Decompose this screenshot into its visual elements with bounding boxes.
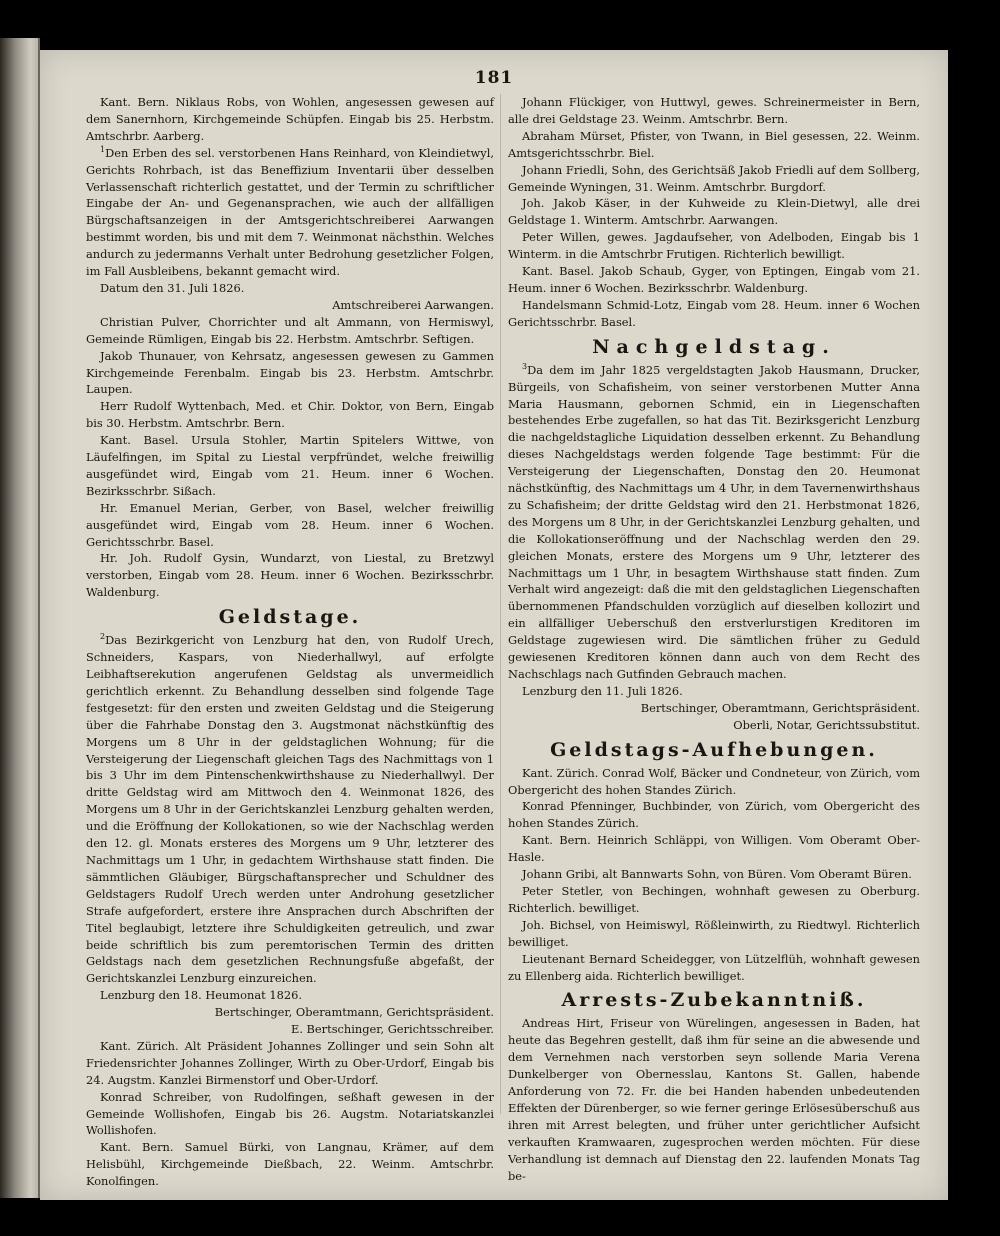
notice-entry: Hr. Emanuel Merian, Gerber, von Basel, welcher freiwillig ausgefündet wird, Eingab vom 28. Heum. inner 6 Wochen. Gerichtsschrbr. Basel. — [86, 500, 494, 549]
notice-entry: Johann Friedli, Sohn, des Gerichtsäß Jakob Friedli auf dem Sollberg, Gemeinde Wyningen, 31. Weinm. Amtschrbr. Burgdorf. — [508, 162, 920, 194]
arrest-notice: Andreas Hirt, Friseur von Würelingen, angesessen in Baden, hat heute das Begehren gestellt, daß ihm für seine an die abwesende und dem Vernehmen nach verstorben seyn sollende Maria Verena Dunkelberger von Obernesslau, Kantons St. Gallen, habende Anforderung von 72. Fr. die bei Handen habenden unbedeutenden Effekten der Dürenberger, so wie ferner geringe Erlösesüberschuß aus ihren mit Arrest belegten, und früher unter gerichtlicher Aufsicht verkauften Kramwaaren, zugesprochen werden möchten. Für diese Verhandlung ist demnach auf Dienstag den 22. laufenden Monats Tag be- — [508, 1016, 920, 1183]
page-number: 181 — [474, 68, 514, 88]
aufhebung-entry: Kant. Bern. Heinrich Schläppi, von Willigen. Vom Oberamt Ober-Hasle. — [508, 833, 920, 865]
notice-entry: Kant. Basel. Jakob Schaub, Gyger, von Eptingen, Eingab vom 21. Heum. inner 6 Wochen. Bezirksschrbr. Waldenburg. — [508, 264, 920, 295]
geldstag-signature: E. Bertschinger, Gerichtsschreiber. — [291, 1022, 494, 1037]
notice-entry: Kant. Zürich. Alt Präsident Johannes Zollinger und sein Sohn alt Friedensrichter Johannes Zollinger, Wirth zu Ober-Urdorf, Eingab bis 24. Augstm. Kanzlei Birmenstorf und Ober-Urdorf. — [86, 1038, 494, 1087]
section-heading-arrest: Arrests-Zubekanntniß. — [561, 989, 867, 1012]
aufhebung-entry: Konrad Pfenninger, Buchbinder, von Zürich, vom Obergericht des hohen Standes Zürich. — [508, 799, 920, 831]
geldstag-notice: $^2$Das Bezirkgericht von Lenzburg hat den, von Rudolf Urech, Schneiders, Kaspars, von Niederhallwyl, auf erfolgte Leibhaftserekution angerufenen Geldstag als unvermeidlich gerichtlich erkennt. Zu Behandlung desselben sind folgende Tage festgesetzt: für den ersten und zweiten Geldstag und die Steigerung über die Fahrhabe Donstag den 3. Augstmonat nächstkünftig des Morgens um 8 Uhr in der geldstaglichen Wohnung; für die Versteigerung der Liegenschaft gleichen Tags des Nachmittags von 1 bis 3 Uhr im dem Pintenschenkwirthshause zu Niederhallwyl. Der dritte Geldstag wird am Mittwoch den 4. Weinmonat 1826, des Morgens um 8 Uhr in der Gerichtskanzlei Lenzburg gehalten werden, und die Eröffnung der Kollokationen, so wie der Nachschlag werden den 12. gl. Monats ersteres des Morgens um 9 Uhr, letzterer des Nachmittags um 1 Uhr, in gedachtem Wirthshause statt finden. Die sämmtlichen Gläubiger, Bürgschaftansprecher und Schuldner des Geldstagers Rudolf Urech werden unter Androhung gesetzlicher Strafe aufgefordert, erstere ihre Ansprachen durch Abschriften der Titel beglaubigt, letztere ihre Schuldigkeiten getreulich, und zwar beide schriftlich bis zum peremtorischen Termin des dritten Geldstags nach dem gesetzlichen Rechnungsfuße abgefaßt, der Gerichtskanzlei Lenzburg einzureichen. — [86, 632, 494, 986]
notice-date: Datum den 31. Juli 1826. — [100, 280, 245, 295]
nachgeldstag-signature: Bertschinger, Oberamtmann, Gerichtspräsident. — [640, 700, 920, 715]
notice-entry: Konrad Schreiber, von Rudolfingen, seßhaft gewesen in der Gemeinde Wollishofen, Eingab bis 26. Augstm. Notariatskanzlei Wollishofen. — [86, 1089, 494, 1138]
notice-entry: Abraham Mürset, Pfister, von Twann, in Biel gesessen, 22. Weinm. Amtsgerichtsschrbr. Biel. — [508, 128, 920, 160]
section-heading-nachgeldstag: Nachgeldstag. — [592, 335, 836, 358]
notice-entry: Joh. Jakob Käser, in der Kuhweide zu Klein-Dietwyl, alle drei Geldstage 1. Winterm. Amtschrbr. Aarwangen. — [508, 196, 920, 228]
aufhebung-entry: Johann Gribi, alt Bannwarts Sohn, von Büren. Vom Oberamt Büren. — [522, 867, 912, 882]
notice-entry: Christian Pulver, Chorrichter und alt Ammann, von Hermiswyl, Gemeinde Rümligen, Eingab bis 22. Herbstm. Amtschrbr. Seftigen. — [86, 314, 494, 346]
notice-entry: Jakob Thunauer, von Kehrsatz, angesessen gewesen zu Gammen Kirchgemeinde Ferenbalm. Eingab bis 23. Herbstm. Amtschrbr. Laupen. — [86, 348, 494, 397]
aufhebung-entry: Lieutenant Bernard Scheidegger, von Lützelflüh, wohnhaft gewesen zu Ellenberg aida. Richterlich bewilliget. — [508, 951, 920, 983]
notice-entry: Kant. Bern. Niklaus Robs, von Wohlen, angesessen gewesen auf dem Sanernhorn, Kirchgemeinde Schüpfen. Eingab bis 25. Herbstm. Amtschrbr. Aarberg. — [86, 95, 494, 143]
column-divider — [500, 94, 501, 1114]
aufhebung-entry: Peter Stetler, von Bechingen, wohnhaft gewesen zu Oberburg. Richterlich. bewilliget. — [508, 883, 920, 915]
previous-page-edge — [0, 38, 40, 1198]
nachgeldstag-date: Lenzburg den 11. Juli 1826. — [522, 683, 683, 698]
notice-entry: Kant. Bern. Samuel Bürki, von Langnau, Krämer, auf dem Helisbühl, Kirchgemeinde Dießbach, 22. Weinm. Amtschrbr. Konolfingen. — [86, 1140, 494, 1189]
nachgeldstag-signature: Oberli, Notar, Gerichtssubstitut. — [733, 717, 920, 732]
left-column — [86, 94, 494, 1190]
newspaper-page — [40, 50, 948, 1200]
notice-entry: $^1$Den Erben des sel. verstorbenen Hans Reinhard, von Kleindietwyl, Gerichts Rohrbach, ist das Beneffizium Inventarii über desselben Verlassenschaft richterlich gestattet, und der Termin zu schriftlicher Eingabe der An- und Gegenansprachen, wie auch der allfälligen Bürgschaftsanzeigen in der Amtsgerichtschreiberei Aarwangen bestimmt worden, bis und mit dem 7. Weinmonat nächsthin. Welches andurch zu jedermanns Verhalt unter Bedrohung gesetzlicher Folgen, im Fall Ausbleibens, bekannt gemacht wird. — [86, 144, 494, 279]
aufhebung-entry: Kant. Zürich. Conrad Wolf, Bäcker und Condneteur, von Zürich, vom Obergericht des hohen Standes Zürich. — [508, 765, 920, 797]
notice-entry: Kant. Basel. Ursula Stohler, Martin Spitelers Wittwe, von Läufelfingen, im Spital zu Liestal verpfründet, welche freiwillig ausgefündet wird, Eingab vom 21. Heum. inner 6 Wochen. Bezirksschrbr. Sißach. — [86, 433, 494, 498]
section-heading-aufhebungen: Geldstags-Aufhebungen. — [550, 738, 878, 761]
notice-entry: Hr. Joh. Rudolf Gysin, Wundarzt, von Liestal, zu Bretzwyl verstorben, Eingab vom 28. Heum. inner 6 Wochen. Bezirksschrbr. Waldenburg. — [86, 551, 494, 600]
right-column — [508, 94, 920, 1184]
notice-entry: Herr Rudolf Wyttenbach, Med. et Chir. Doktor, von Bern, Eingab bis 30. Herbstm. Amtschrbr. Bern. — [86, 399, 494, 431]
geldstag-signature: Bertschinger, Oberamtmann, Gerichtspräsident. — [214, 1005, 494, 1020]
notice-signature: Amtschreiberei Aarwangen. — [332, 297, 494, 312]
geldstag-date: Lenzburg den 18. Heumonat 1826. — [100, 988, 302, 1003]
notice-entry: Handelsmann Schmid-Lotz, Eingab vom 28. Heum. inner 6 Wochen Gerichtsschrbr. Basel. — [508, 297, 920, 329]
notice-entry: Johann Flückiger, von Huttwyl, gewes. Schreinermeister in Bern, alle drei Geldstage 23. Weinm. Amtschrbr. Bern. — [508, 95, 920, 126]
notice-entry: Peter Willen, gewes. Jagdaufseher, von Adelboden, Eingab bis 1 Winterm. in die Amtschrbr Frutigen. Richterlich bewilligt. — [508, 230, 920, 262]
nachgeldstag-notice: $^3$Da dem im Jahr 1825 vergeldstagten Jakob Hausmann, Drucker, Bürgeils, von Schafisheim, von seiner verstorbenen Mutter Anna Maria Hausmann, gebornen Schmid, ein in Liegenschaften bestehendes Erbe zugefallen, so hat das Tit. Bezirksgericht Lenzburg die nachgeldstagliche Liquidation desselben erkennt. Zu Behandlung dieses Nachgeldstags werden folgende Tage bestimmt: Für die Versteigerung der Liegenschaften, Donstag den 20. Heumonat nächstkünftig, des Nachmittags um 4 Uhr, in dem Tavernenwirthshaus zu Schafisheim; der dritte Geldstag wird den 21. Herbstmonat 1826, des Morgens um 8 Uhr, in der Gerichtskanzlei Lenzburg gehalten, und die Kollokationseröffnung und der Nachschlag werden den 29. gleichen Monats, erstere des Morgens um 9 Uhr, letzterer des Nachmittags um 1 Uhr, in besagtem Wirthshause statt finden. Zum Verhalt wird angezeigt: daß die mit den geldstaglichen Liegenschaften übernommenen Pfandschulden vorzüglich auf dieselben kollozirt und ein allfälliger Ueberschuß den erstverlurstigen Kreditoren im Geldstage zugewiesen wird. Die sämtlichen früher zu Geduld gewiesenen Kreditoren können dann auch von dem Recht des Nachschlags nach Gutfinden Gebrauch machen. — [508, 361, 920, 681]
section-heading-geldstage: Geldstage. — [218, 606, 362, 629]
aufhebung-entry: Joh. Bichsel, von Heimiswyl, Rößleinwirth, zu Riedtwyl. Richterlich bewilliget. — [508, 917, 920, 949]
